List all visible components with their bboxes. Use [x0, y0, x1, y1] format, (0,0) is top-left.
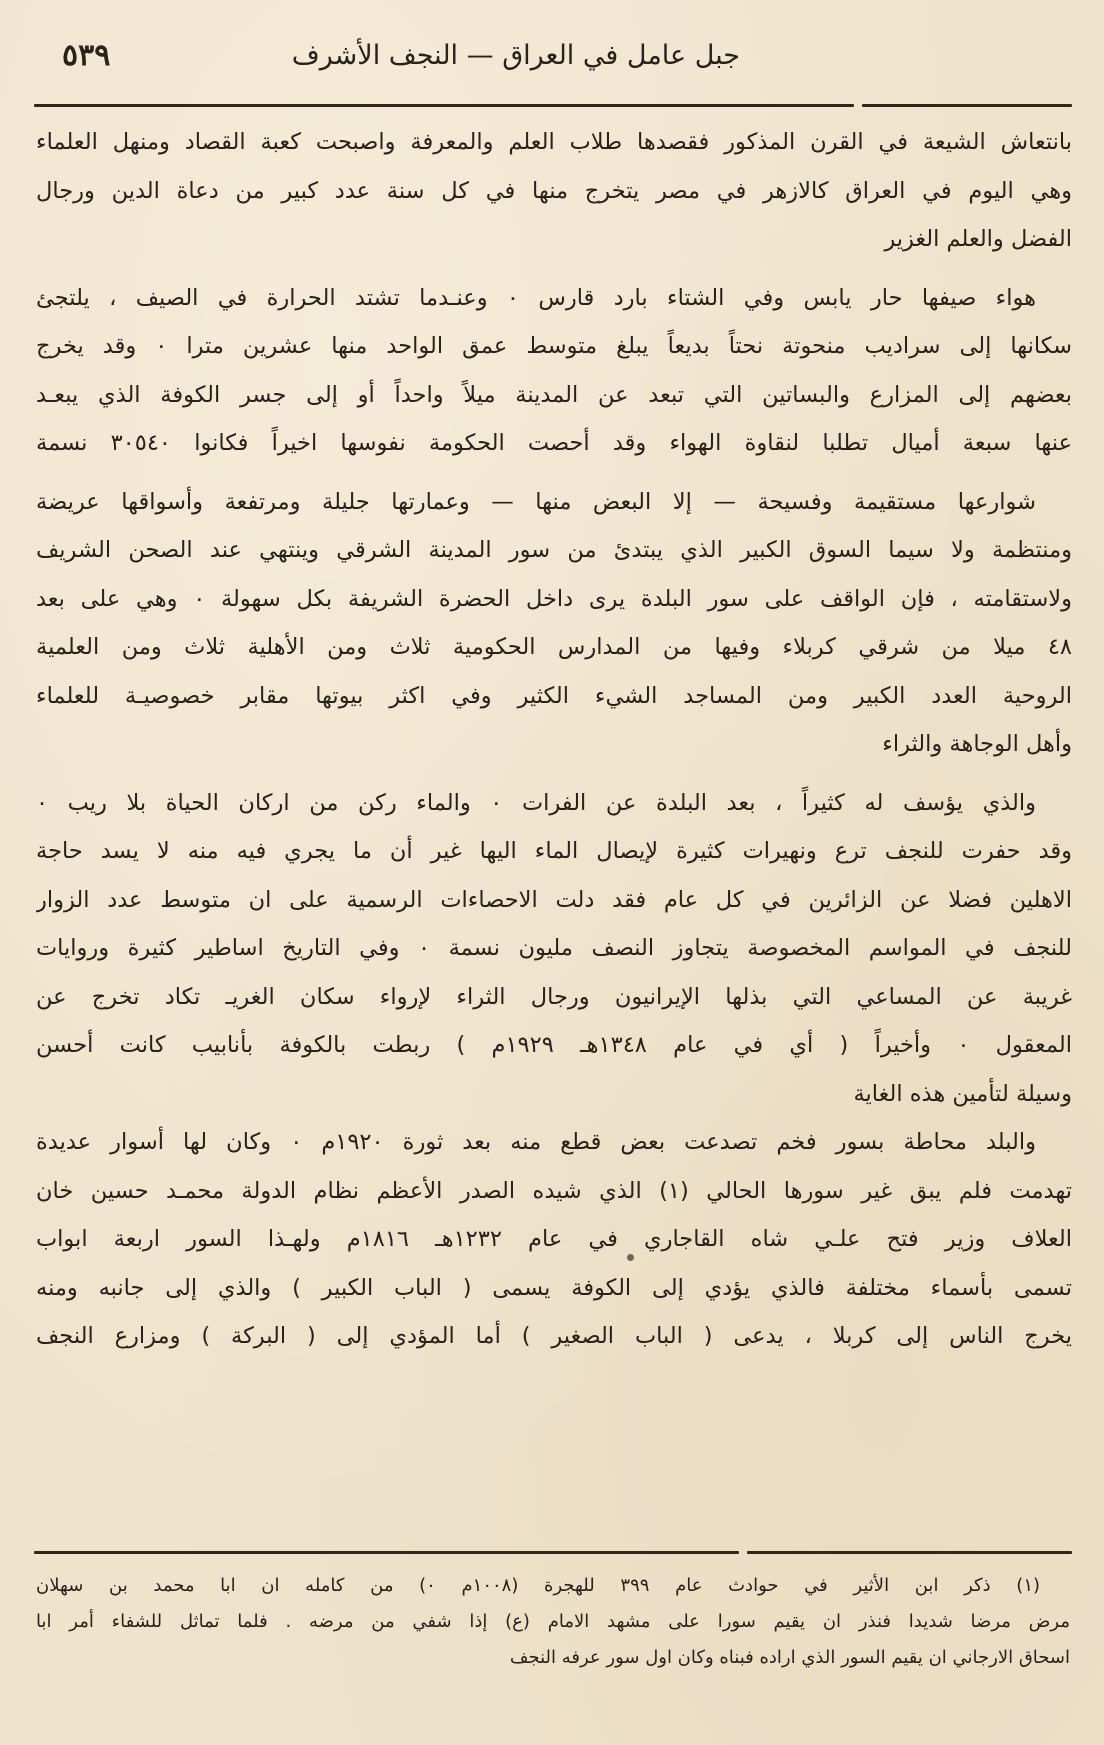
footnote-line: اسحاق الارجاني ان يقيم السور الذي اراده فبناه وكان اول سور عرفه النجف — [509, 1647, 1070, 1668]
text-line: شوارعها مستقيمة وفسيحة — إلا البعض منها — وعمارتها جليلة ومرتفعة وأسواقها عريضة — [36, 488, 1036, 515]
paragraph — [36, 274, 1072, 468]
text-line: غريبة عن المساعي التي بذلها الإيرانيون ورجال الثراء لإرواء سكان الغريـ تكاد تخرج عن — [36, 983, 1072, 1010]
paragraph — [36, 779, 1072, 1119]
header-rule — [862, 104, 1072, 107]
text-line: ومنتظمة ولا سيما السوق الكبير الذي يبتدئ من سور المدينة الشرقي وينتهي عند الصحن الشريف — [36, 537, 1072, 563]
page-header — [34, 38, 1070, 88]
page-number: ٥٣٩ — [62, 38, 111, 73]
paragraph — [36, 478, 1072, 769]
text-line: بعضهم إلى المزارع والبساتين التي تبعد عن المدينة ميلاً واحداً أو إلى جسر الكوفة الذي يبعـد — [36, 381, 1072, 408]
footnote-rule — [34, 1551, 739, 1554]
paragraph — [36, 118, 1072, 264]
text-line: سكانها إلى سراديب منحوتة نحتاً بديعاً يبلغ متوسط عمق الواحد منها عشرين مترا ٠ وقد يخرج — [36, 333, 1072, 359]
text-line: العلاف وزير فتح علـي شاه القاجاري في عام ١٢٣٢هـ ١٨١٦م ولهـذا السور اربعة ابواب — [36, 1226, 1072, 1252]
text-line: الاهلين فضلا عن الزائرين في كل عام فقد دلت الاحصاءات الرسمية على ان متوسط عدد الزوار — [36, 886, 1072, 913]
text-line: عنها سبعة أميال تطلبا لنقاوة الهواء وقد أحصت الحكومة نفوسها اخيراً فكانوا ٣٠٥٤٠ نسمة — [36, 430, 1072, 456]
text-line: وهي اليوم في العراق كالازهر في مصر يتخرج منها في كل سنة عدد كبير من دعاة الدين ورجال — [36, 177, 1072, 204]
paragraph — [36, 1118, 1072, 1361]
text-line: للنجف في المواسم المخصوصة يتجاوز النصف مليون نسمة ٠ وفي التاريخ اساطير كثيرة وروايات — [36, 935, 1072, 961]
ink-speck — [627, 1254, 634, 1261]
footnote-line: مرض مرضا شديدا فنذر ان يقيم سورا على مشهد الامام (ع) إذا شفي من مرضه . فلما تماثل للشفاء أمر ابا — [36, 1611, 1070, 1632]
footnote-line: (١) ذكر ابن الأثير في حوادث عام ٣٩٩ للهجرة (١٠٠٨م ٠) من كامله ان ابا محمد بن سهلان — [36, 1575, 1041, 1596]
text-line: وأهل الوجاهة والثراء — [882, 731, 1072, 757]
text-line: والذي يؤسف له كثيراً ، بعد البلدة عن الفرات ٠ والماء ركن من اركان الحياة بلا ريب ٠ — [36, 789, 1036, 816]
text-line: وقد حفرت للنجف ترع ونهيرات كثيرة لإيصال الماء اليها غير أن ما يجري فيه منه لا يسد حاجة — [36, 838, 1072, 864]
text-line: تسمى بأسماء مختلفة فالذي يؤدي إلى الكوفة يسمى ( الباب الكبير ) والذي إلى جانبه ومنه — [36, 1274, 1072, 1301]
text-line: الروحية العدد الكبير ومن المساجد الشيء الكثير وفي اكثر بيوتها مقابر خصوصيـة للعلماء — [36, 682, 1072, 709]
body-text — [36, 118, 1072, 1361]
text-line: هواء صيفها حار يابس وفي الشتاء بارد قارس ٠ وعنـدما تشتد الحرارة في الصيف ، يلتجئ — [36, 284, 1036, 311]
running-title: جبل عامل في العراق — النجف الأشرف — [291, 40, 740, 71]
text-line: ٤٨ ميلا من شرقي كربلاء وفيها من المدارس الحكومية ثلاث ومن الأهلية ثلاث ومن العلمية — [36, 634, 1072, 660]
header-rule — [34, 104, 854, 107]
text-line: بانتعاش الشيعة في القرن المذكور فقصدها طلاب العلم والمعرفة واصبحت كعبة القصاد ومنهل العلماء — [36, 129, 1072, 155]
text-line: وسيلة لتأمين هذه الغاية — [853, 1080, 1072, 1107]
text-line: والبلد محاطة بسور فخم تصدعت بعض قطع منه بعد ثورة ١٩٢٠م ٠ وكان لها أسوار عديدة — [36, 1129, 1036, 1155]
text-line: الفضل والعلم الغزير — [884, 226, 1072, 252]
footnote-rule — [747, 1551, 1072, 1554]
text-line: يخرج الناس إلى كربلا ، يدعى ( الباب الصغير ) أما المؤدي إلى ( البركة ) ومزارع النجف — [36, 1323, 1072, 1349]
text-line: ولاستقامته ، فإن الواقف على سور البلدة يرى داخل الحضرة الشريفة بكل سهولة ٠ وهي على بعد — [36, 585, 1072, 612]
footnote — [36, 1568, 1070, 1676]
text-line: المعقول ٠ وأخيراً ( أي في عام ١٣٤٨هـ ١٩٢٩م ) ربطت بالكوفة بأنابيب كانت أحسن — [36, 1032, 1072, 1058]
text-line: تهدمت فلم يبق غير سورها الحالي (١) الذي شيده الصدر الأعظم نظام الدولة محمـد حسين خان — [36, 1177, 1072, 1204]
